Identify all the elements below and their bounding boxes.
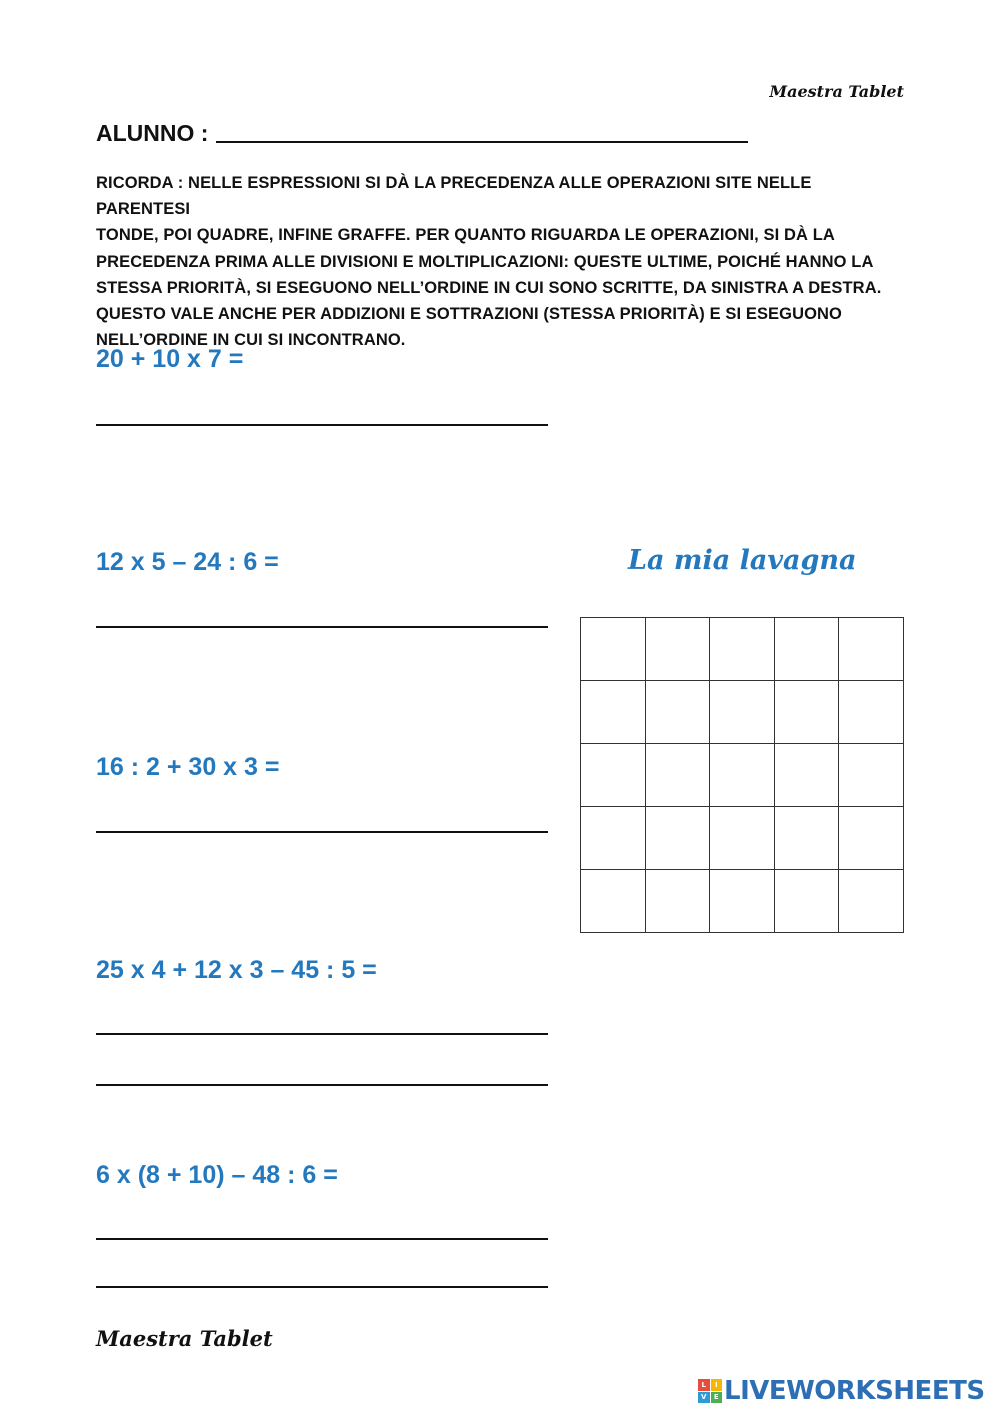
board-grid [580, 617, 904, 933]
board-title: La mia lavagna [628, 545, 857, 576]
board-cell[interactable] [581, 870, 646, 933]
logo-letter: E [711, 1392, 723, 1404]
footer-credit: Maestra Tablet [96, 1326, 273, 1351]
board-cell[interactable] [775, 807, 840, 870]
liveworksheets-brand [698, 1376, 985, 1406]
exercise-4-answer-line-2[interactable] [96, 1084, 548, 1086]
logo-letter: V [698, 1392, 710, 1404]
reminder-line: STESSA PRIORITÀ, SI ESEGUONO NELL’ORDINE IN CUI SONO SCRITTE, DA SINISTRA A DESTRA. [96, 278, 882, 297]
board-cell[interactable] [581, 618, 646, 681]
reminder-line: RICORDA : NELLE ESPRESSIONI SI DÀ LA PRECEDENZA ALLE OPERAZIONI SITE NELLE PARENTESI [96, 174, 812, 219]
exercise-5-expression: 6 x (8 + 10) – 48 : 6 = [96, 1161, 338, 1189]
board-cell[interactable] [839, 807, 904, 870]
exercise-3-expression: 16 : 2 + 30 x 3 = [96, 753, 280, 781]
reminder-line: PRECEDENZA PRIMA ALLE DIVISIONI E MOLTIPLICAZIONI: QUESTE ULTIME, POICHÉ HANNO LA [96, 252, 874, 271]
exercise-2-answer-line[interactable] [96, 626, 548, 628]
board-cell[interactable] [775, 744, 840, 807]
exercise-4-answer-line-1[interactable] [96, 1033, 548, 1035]
student-name-row [96, 120, 748, 147]
exercise-3-answer-line[interactable] [96, 831, 548, 833]
board-cell[interactable] [710, 618, 775, 681]
board-cell[interactable] [710, 807, 775, 870]
exercise-5-answer-line-2[interactable] [96, 1286, 548, 1288]
board-cell[interactable] [710, 681, 775, 744]
board-cell[interactable] [710, 870, 775, 933]
board-cell[interactable] [775, 870, 840, 933]
logo-letter: L [698, 1379, 710, 1391]
brand-name: LIVEWORKSHEETS [724, 1376, 985, 1406]
board-cell[interactable] [839, 870, 904, 933]
reminder-line: TONDE, POI QUADRE, INFINE GRAFFE. PER QUANTO RIGUARDA LE OPERAZIONI, SI DÀ LA [96, 226, 835, 245]
exercise-4-expression: 25 x 4 + 12 x 3 – 45 : 5 = [96, 956, 377, 984]
board-cell[interactable] [581, 744, 646, 807]
board-cell[interactable] [581, 807, 646, 870]
board-cell[interactable] [581, 681, 646, 744]
student-label: ALUNNO : [96, 120, 209, 146]
logo-letter: I [711, 1379, 723, 1391]
exercise-5-answer-line-1[interactable] [96, 1238, 548, 1240]
exercise-1-expression: 20 + 10 x 7 = [96, 345, 244, 373]
student-name-line[interactable] [216, 141, 748, 143]
board-cell[interactable] [646, 681, 711, 744]
board-cell[interactable] [839, 618, 904, 681]
board-cell[interactable] [839, 681, 904, 744]
board-cell[interactable] [646, 744, 711, 807]
reminder-text [96, 170, 896, 353]
liveworksheets-logo-icon [698, 1379, 722, 1403]
board-cell[interactable] [646, 807, 711, 870]
exercise-1-answer-line[interactable] [96, 424, 548, 426]
header-credit: Maestra Tablet [769, 82, 904, 101]
reminder-line: NELL’ORDINE IN CUI SI INCONTRANO. [96, 331, 406, 350]
board-cell[interactable] [839, 744, 904, 807]
exercise-2-expression: 12 x 5 – 24 : 6 = [96, 548, 279, 576]
reminder-line: QUESTO VALE ANCHE PER ADDIZIONI E SOTTRAZIONI (STESSA PRIORITÀ) E SI ESEGUONO [96, 305, 842, 324]
board-cell[interactable] [775, 681, 840, 744]
board-cell[interactable] [775, 618, 840, 681]
board-cell[interactable] [646, 870, 711, 933]
board-cell[interactable] [646, 618, 711, 681]
board-cell[interactable] [710, 744, 775, 807]
